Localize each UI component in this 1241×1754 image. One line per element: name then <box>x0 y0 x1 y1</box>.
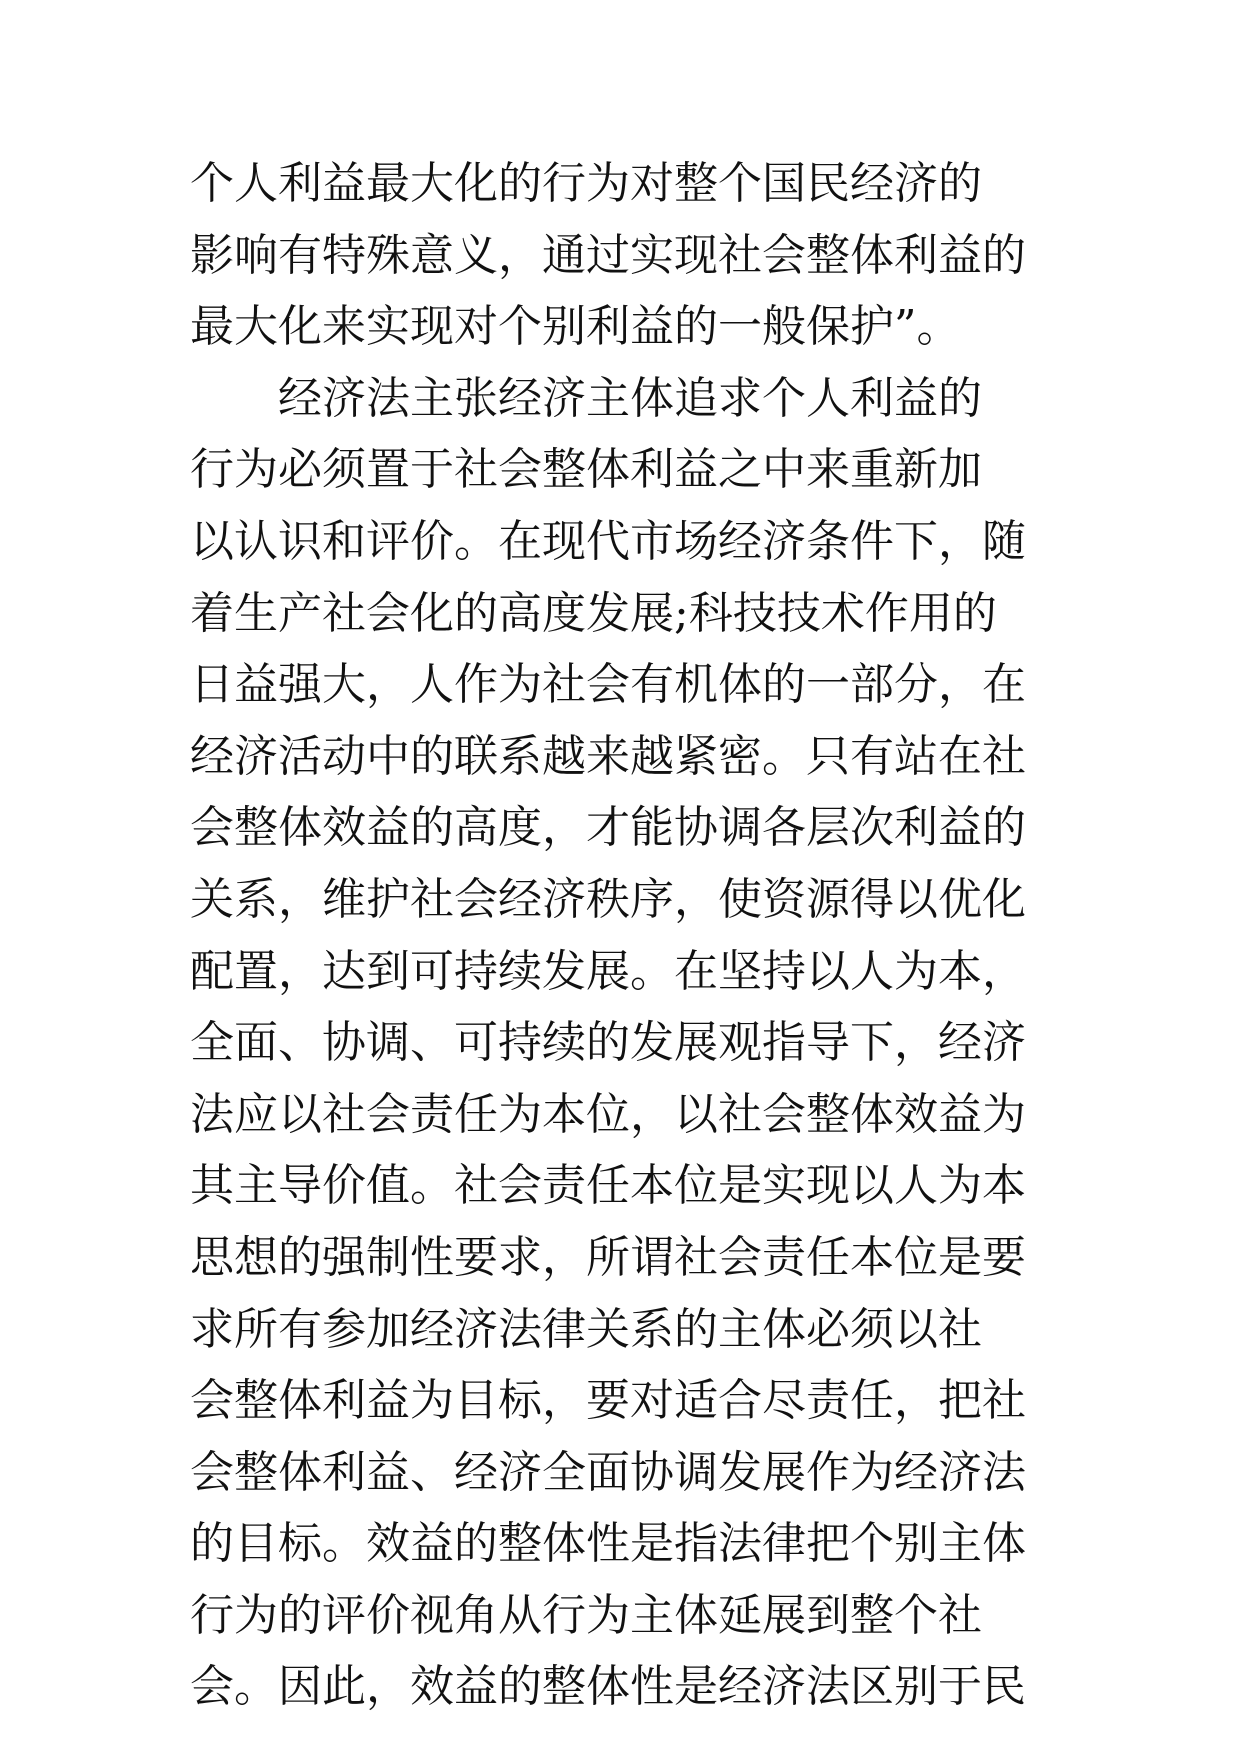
text-line: 以认识和评价。在现代市场经济条件下，随 <box>190 515 1026 567</box>
text-line: 行为的评价视角从行为主体延展到整个社 <box>190 1589 982 1641</box>
text-line: 个人利益最大化的行为对整个国民经济的 <box>190 158 982 209</box>
text-line: 行为必须置于社会整体利益之中来重新加 <box>190 444 982 496</box>
text-line: 会整体利益、经济全面协调发展作为经济法 <box>190 1446 1026 1498</box>
text-line: 全面、协调、可持续的发展观指导下，经济 <box>190 1017 1026 1069</box>
text-line: 配置，达到可持续发展。在坚持以人为本， <box>190 945 1026 997</box>
text-line: 日益强大，人作为社会有机体的一部分，在 <box>190 659 1026 711</box>
body-text <box>190 148 1090 1723</box>
text-line: 经济活动中的联系越来越紧密。只有站在社 <box>190 730 1026 782</box>
paragraph-first-line: 经济法主张经济主体追求个人利益的 <box>278 372 982 424</box>
text-line: 其主导价值。社会责任本位是实现以人为本 <box>190 1160 1026 1212</box>
text-line: 求所有参加经济法律关系的主体必须以社 <box>190 1303 982 1355</box>
text-line: 会。因此，效益的整体性是经济法区别于民 <box>190 1661 1026 1713</box>
text-line: 的目标。效益的整体性是指法律把个别主体 <box>190 1518 1026 1570</box>
text-line: 思想的强制性要求，所谓社会责任本位是要 <box>190 1231 1026 1283</box>
text-line: 会整体利益为目标，要对适合尽责任，把社 <box>190 1375 1026 1427</box>
text-line: 着生产社会化的高度发展;科技技术作用的 <box>190 587 997 639</box>
text-line: 法应以社会责任为本位，以社会整体效益为 <box>190 1088 1026 1140</box>
text-line: 最大化来实现对个别利益的一般保护”。 <box>190 301 961 353</box>
text-line: 关系，维护社会经济秩序，使资源得以优化 <box>190 873 1026 925</box>
text-line: 会整体效益的高度，才能协调各层次利益的 <box>190 802 1026 854</box>
text-line: 影响有特殊意义，通过实现社会整体利益的 <box>190 229 1026 281</box>
